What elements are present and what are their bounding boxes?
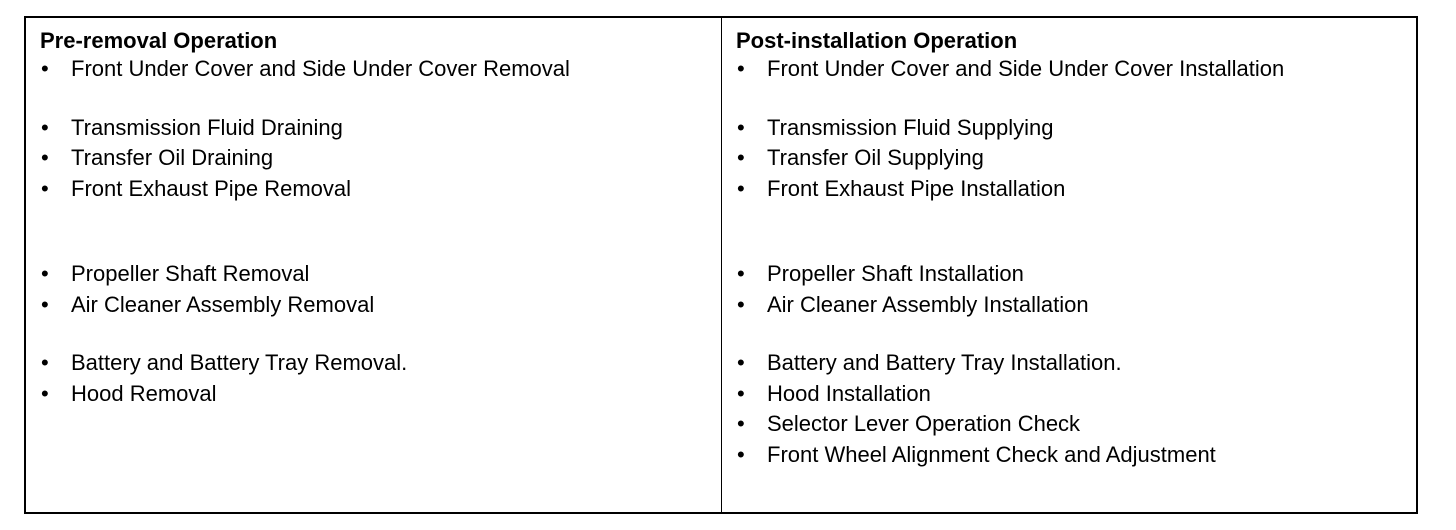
list-item-text: Front Exhaust Pipe Removal: [71, 175, 352, 201]
list-item-text: Battery and Battery Tray Removal.: [71, 350, 408, 375]
list-item: [40, 259, 721, 290]
bullet-icon: •: [41, 175, 49, 201]
bullet-icon: •: [737, 441, 745, 467]
list-item: [736, 440, 1416, 471]
list-item: [736, 259, 1416, 290]
list-item: [736, 409, 1416, 440]
list-item-text: Front Under Cover and Side Under Cover Installation: [767, 56, 1285, 81]
pre-removal-list: [40, 54, 721, 409]
list-item-text: Air Cleaner Assembly Installation: [767, 291, 1089, 317]
list-item: [40, 143, 721, 174]
list-item: [736, 174, 1416, 205]
bullet-icon: •: [41, 380, 49, 406]
list-item: [40, 54, 721, 85]
bullet-icon: •: [737, 261, 745, 286]
bullet-icon: •: [737, 291, 745, 317]
bullet-icon: •: [41, 145, 49, 170]
list-item: [736, 143, 1416, 174]
pre-removal-heading: Pre-removal Operation: [40, 28, 278, 53]
list-item-text: Air Cleaner Assembly Removal: [71, 291, 375, 317]
bullet-icon: •: [41, 56, 49, 81]
list-item: [40, 174, 721, 205]
bullet-icon: •: [41, 261, 49, 286]
post-installation-column: [722, 18, 1416, 512]
list-item-text: Transmission Fluid Draining: [71, 114, 343, 140]
bullet-icon: •: [737, 350, 745, 375]
operations-table: [24, 16, 1418, 514]
list-item-text: Propeller Shaft Installation: [767, 261, 1024, 286]
list-item: [736, 113, 1416, 144]
bullet-icon: •: [737, 56, 745, 81]
bullet-icon: •: [41, 350, 49, 375]
bullet-icon: •: [737, 411, 745, 436]
list-item-text: Transfer Oil Supplying: [767, 145, 984, 170]
bullet-icon: •: [41, 291, 49, 317]
list-item-text: Front Exhaust Pipe Installation: [767, 175, 1066, 201]
list-item: [736, 54, 1416, 85]
list-item-text: Selector Lever Operation Check: [767, 411, 1081, 436]
bullet-icon: •: [737, 114, 745, 140]
list-item: [40, 379, 721, 410]
list-item-text: Front Under Cover and Side Under Cover Removal: [71, 56, 570, 81]
bullet-icon: •: [737, 145, 745, 170]
list-item-text: Propeller Shaft Removal: [71, 261, 310, 286]
list-item: [40, 348, 721, 379]
list-item-text: Hood Installation: [767, 380, 931, 406]
bullet-icon: •: [41, 114, 49, 140]
post-installation-list: [736, 54, 1416, 470]
list-item: [736, 348, 1416, 379]
list-item: [736, 379, 1416, 410]
post-installation-heading: Post-installation Operation: [736, 28, 1018, 53]
list-item-text: Battery and Battery Tray Installation.: [767, 350, 1122, 375]
list-item: [40, 290, 721, 321]
list-item: [40, 113, 721, 144]
list-item-text: Transfer Oil Draining: [71, 145, 274, 170]
list-item-text: Transmission Fluid Supplying: [767, 114, 1054, 140]
bullet-icon: •: [737, 175, 745, 201]
bullet-icon: •: [737, 380, 745, 406]
pre-removal-column: [26, 18, 722, 512]
list-item-text: Front Wheel Alignment Check and Adjustment: [767, 441, 1216, 467]
list-item-text: Hood Removal: [71, 380, 217, 406]
list-item: [736, 290, 1416, 321]
